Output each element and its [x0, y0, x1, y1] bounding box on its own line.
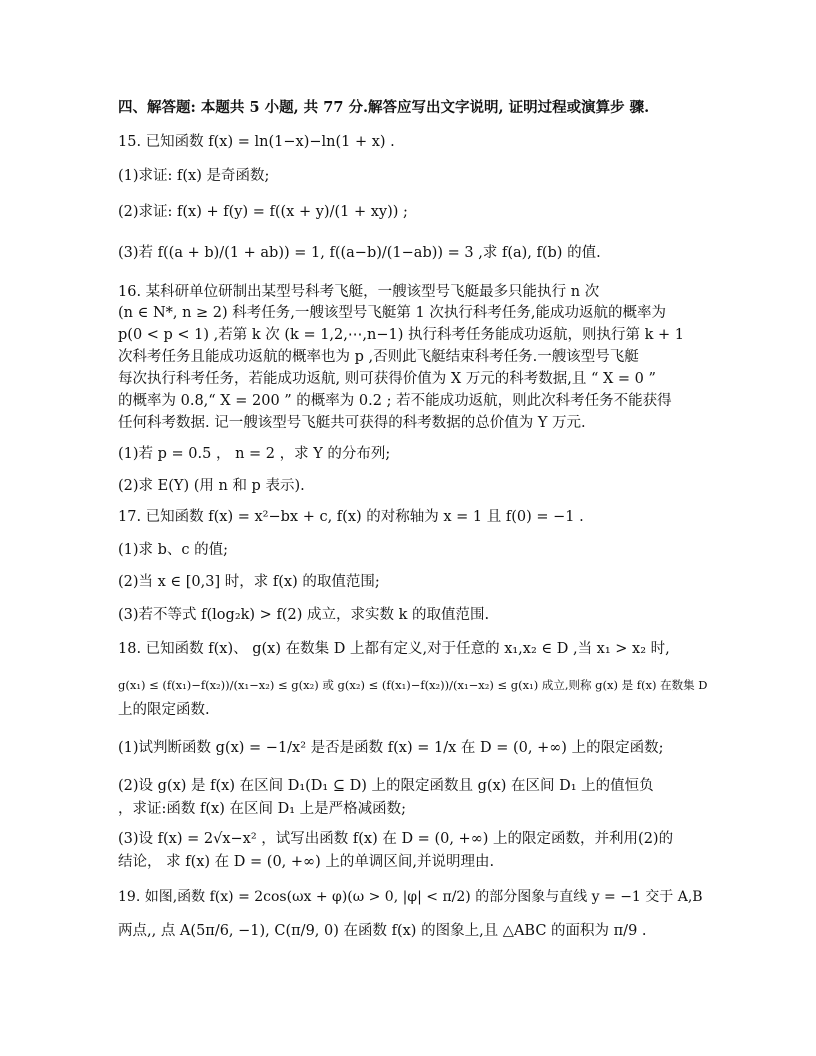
q18-line2: g(x₁) ≤ (f(x₁)−f(x₂))/(x₁−x₂) ≤ g(x₂) 或 g(x₂) ≤ (f(x₁)−f(x₂))/(x₁−x₂) ≤ g(x₁) 成立,则称 g(x) 是 f(x) 在数集 D [118, 678, 708, 692]
q18-part2-line1: (2)设 g(x) 是 f(x) 在区间 D₁(D₁ ⊆ D) 上的限定函数且 g(x) 在区间 D₁ 上的值恒负 [118, 778, 654, 794]
q18-part2-line2: ，求证:函数 f(x) 在区间 D₁ 上是严格减函数; [118, 801, 407, 817]
q15-part1: (1)求证: f(x) 是奇函数; [118, 168, 270, 184]
q15-stem: 15. 已知函数 f(x) = ln(1−x)−ln(1 + x) . [118, 134, 395, 150]
q18-part1: (1)试判断函数 g(x) = −1/x² 是否是函数 f(x) = 1/x 在 D = (0, +∞) 上的限定函数; [118, 740, 664, 756]
q18-part3-line1: (3)设 f(x) = 2√x−x² ，试写出函数 f(x) 在 D = (0, +∞) 上的限定函数，并利用(2)的 [118, 831, 674, 847]
q17-stem: 17. 已知函数 f(x) = x²−bx + c, f(x) 的对称轴为 x = 1 且 f(0) = −1 . [118, 509, 584, 525]
q19-line1: 19. 如图,函数 f(x) = 2cos(ωx + φ)(ω > 0, |φ| < π/2) 的部分图象与直线 y = −1 交于 A,B [118, 889, 703, 905]
section-heading: 四、解答题: 本题共 5 小题, 共 77 分.解答应写出文字说明, 证明过程或演算步 骤. [118, 99, 650, 116]
q18-line3: 上的限定函数. [118, 702, 210, 718]
q16-line3: p(0 < p < 1) ,若第 k 次 (k = 1,2,⋯,n−1) 执行科考任务能成功返航，则执行第 k + 1 [118, 327, 684, 343]
q16-line7: 任何科考数据. 记一艘该型号飞艇共可获得的科考数据的总价值为 Y 万元. [118, 415, 586, 431]
q16-line1: 16. 某科研单位研制出某型号科考飞艇，一艘该型号飞艇最多只能执行 n 次 [118, 284, 600, 300]
q16-line2: (n ∈ N*, n ≥ 2) 科考任务,一艘该型号飞艇第 1 次执行科考任务,能成功返航的概率为 [118, 305, 666, 321]
q16-part2: (2)求 E(Y) (用 n 和 p 表示). [118, 478, 305, 494]
q18-part3-line2: 结论， 求 f(x) 在 D = (0, +∞) 上的单调区间,并说明理由. [118, 854, 495, 870]
q15-part2: (2)求证: f(x) + f(y) = f((x + y)/(1 + xy)) ; [118, 204, 408, 220]
q16-line5: 每次执行科考任务，若能成功返航, 则可获得价值为 X 万元的科考数据,且 “ X = 0 ” [118, 371, 656, 387]
q17-part2: (2)当 x ∈ [0,3] 时，求 f(x) 的取值范围; [118, 574, 380, 590]
q16-line6: 的概率为 0.8,“ X = 200 ” 的概率为 0.2 ; 若不能成功返航，则此次科考任务不能获得 [118, 393, 672, 409]
q16-line4: 次科考任务且能成功返航的概率也为 p ,否则此飞艇结束科考任务.一艘该型号飞艇 [118, 349, 639, 365]
q19-line2: 两点,, 点 A(5π/6, −1), C(π/9, 0) 在函数 f(x) 的图象上,且 △ABC 的面积为 π/9 . [118, 923, 647, 939]
q15-part3: (3)若 f((a + b)/(1 + ab)) = 1, f((a−b)/(1−ab)) = 3 ,求 f(a), f(b) 的值. [118, 245, 601, 261]
q17-part3: (3)若不等式 f(log₂k) > f(2) 成立，求实数 k 的取值范围. [118, 607, 490, 623]
q16-part1: (1)若 p = 0.5 ， n = 2 ，求 Y 的分布列; [118, 446, 391, 462]
q17-part1: (1)求 b、c 的值; [118, 542, 229, 558]
q18-line1: 18. 已知函数 f(x)、 g(x) 在数集 D 上都有定义,对于任意的 x₁,x₂ ∈ D ,当 x₁ > x₂ 时, [118, 641, 670, 657]
